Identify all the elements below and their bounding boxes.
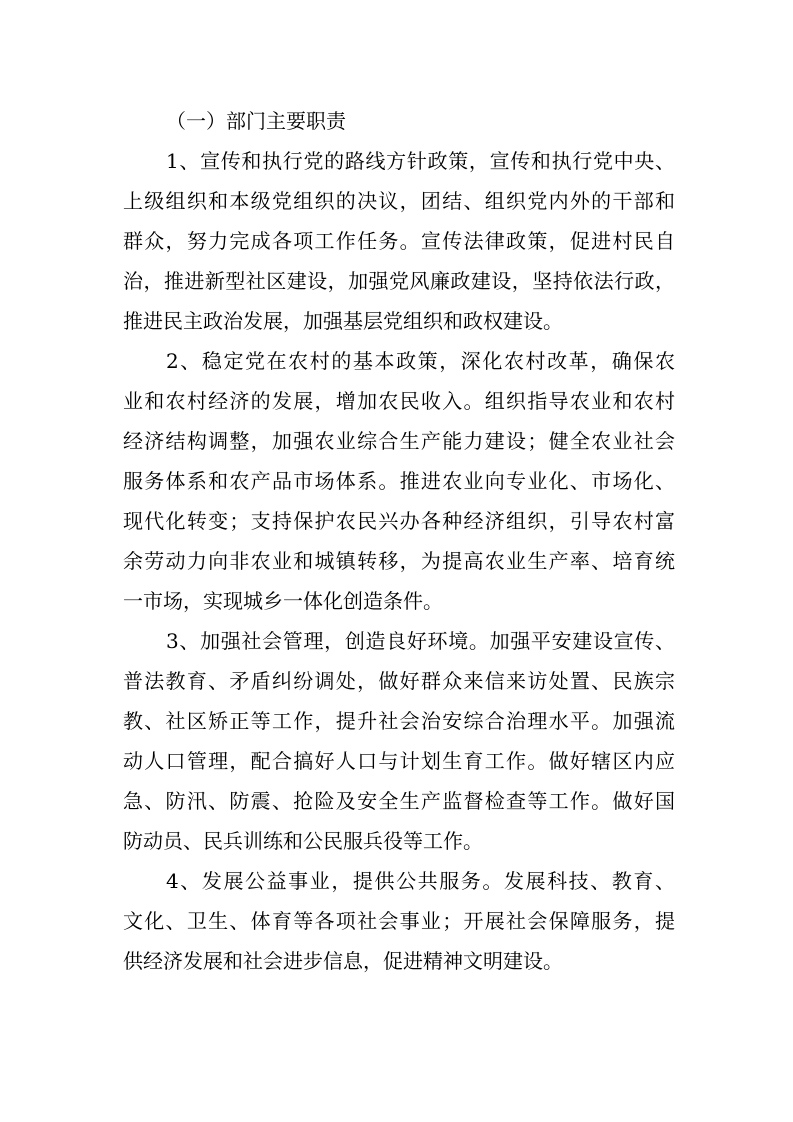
paragraph-line: 文化、卫生、体育等各项社会事业；开展社会保障服务，提 xyxy=(123,909,675,933)
paragraph-line: 防动员、民兵训练和公民服兵役等工作。 xyxy=(123,829,483,853)
paragraph-line: 业和农村经济的发展，增加农民收入。组织指导农业和农村 xyxy=(123,389,675,413)
paragraph-line: 教、社区矫正等工作，提升社会治安综合治理水平。加强流 xyxy=(123,709,675,733)
paragraph-line: 现代化转变；支持保护农民兴办各种经济组织，引导农村富 xyxy=(123,509,675,533)
paragraph-line: 急、防汛、防震、抢险及安全生产监督检查等工作。做好国 xyxy=(123,789,675,813)
paragraph-line: 上级组织和本级党组织的决议，团结、组织党内外的干部和 xyxy=(123,189,675,213)
paragraph-line: 经济结构调整，加强农业综合生产能力建设；健全农业社会 xyxy=(123,429,675,453)
paragraph-line: 3、加强社会管理，创造良好环境。加强平安建设宣传、 xyxy=(166,629,675,653)
paragraph-line: 群众，努力完成各项工作任务。宣传法律政策，促进村民自 xyxy=(123,229,675,253)
paragraph-line: 服务体系和农产品市场体系。推进农业向专业化、市场化、 xyxy=(123,469,675,493)
paragraph-line: 推进民主政治发展，加强基层党组织和政权建设。 xyxy=(123,309,563,333)
section-heading: （一）部门主要职责 xyxy=(166,109,346,133)
paragraph-2 xyxy=(123,341,675,621)
paragraph-line: 治，推进新型社区建设，加强党风廉政建设，坚持依法行政， xyxy=(123,269,675,293)
paragraph-line: 余劳动力向非农业和城镇转移，为提高农业生产率、培育统 xyxy=(123,549,675,573)
paragraph-line: 一市场，实现城乡一体化创造条件。 xyxy=(123,589,443,613)
paragraph-1 xyxy=(123,141,675,341)
document-body xyxy=(123,101,675,981)
paragraph-line: 动人口管理，配合搞好人口与计划生育工作。做好辖区内应 xyxy=(123,749,675,773)
paragraph-line: 4、发展公益事业，提供公共服务。发展科技、教育、 xyxy=(166,869,675,893)
paragraph-3 xyxy=(123,621,675,861)
paragraph-4 xyxy=(123,861,675,981)
paragraph-line: 2、稳定党在农村的基本政策，深化农村改革，确保农 xyxy=(166,349,675,373)
paragraph-line: 普法教育、矛盾纠纷调处，做好群众来信来访处置、民族宗 xyxy=(123,669,675,693)
paragraph-line: 供经济发展和社会进步信息，促进精神文明建设。 xyxy=(123,949,563,973)
paragraph-line: 1、宣传和执行党的路线方针政策，宣传和执行党中央、 xyxy=(166,149,675,173)
